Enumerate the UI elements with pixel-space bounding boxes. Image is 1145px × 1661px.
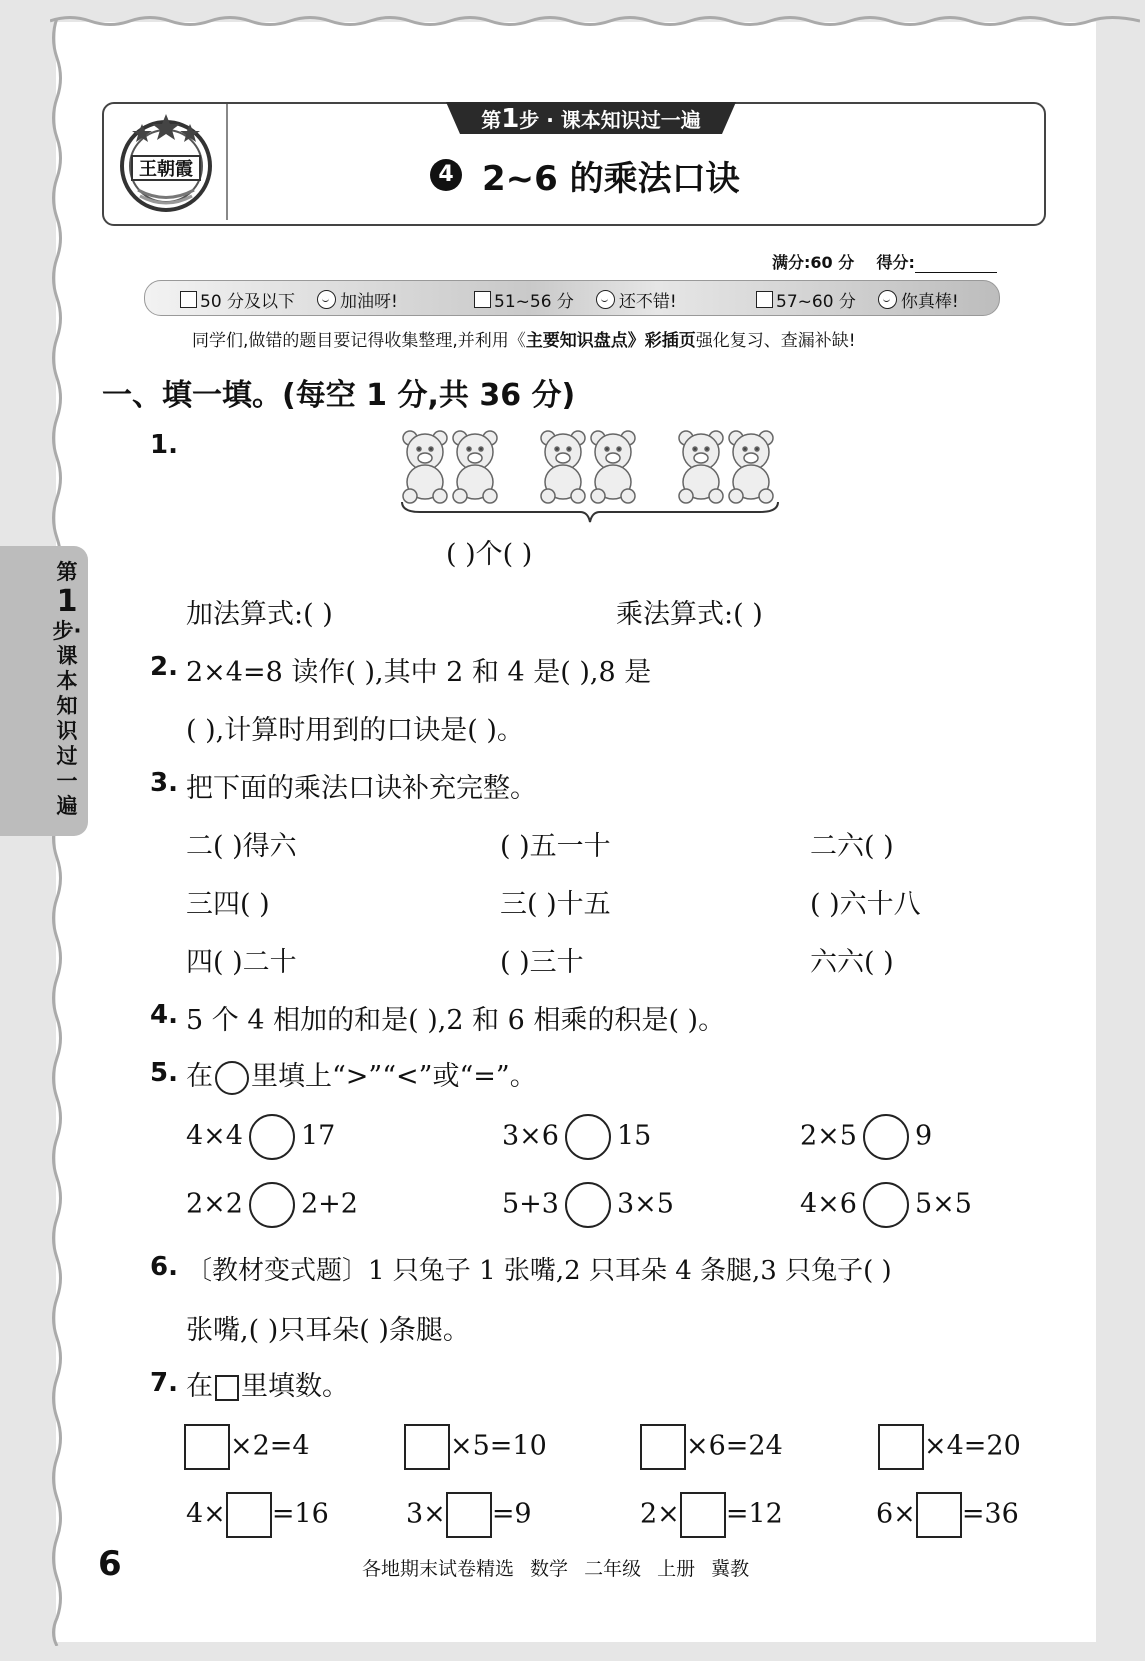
footer-text: 各地期末试卷精选 数学 二年级 上册 冀教 <box>362 1558 750 1580</box>
answer-box[interactable] <box>226 1492 272 1538</box>
q5-item <box>502 1114 651 1160</box>
q3-item: 三四( ) <box>186 889 270 920</box>
compare-right: 15 <box>616 1120 652 1152</box>
answer-box[interactable] <box>446 1492 492 1538</box>
q7-item <box>186 1492 329 1538</box>
q7-t1: 在 <box>186 1371 213 1402</box>
compare-right: 9 <box>914 1120 933 1152</box>
grade-comment: 加油呀! <box>340 292 398 312</box>
publisher-logo <box>118 110 214 216</box>
q6-line2: 张嘴,( )只耳朵( )条腿。 <box>186 1315 470 1346</box>
compare-left: 2×5 <box>800 1120 857 1152</box>
q7-pre: 3× <box>406 1498 446 1530</box>
compare-left: 4×6 <box>800 1188 857 1220</box>
full-score: 满分:60 分 <box>772 253 855 272</box>
q4-text: 5 个 4 相加的和是( ),2 和 6 相乘的积是( )。 <box>186 1005 726 1036</box>
answer-box[interactable] <box>184 1424 230 1470</box>
score-line <box>772 250 997 273</box>
q2-number: 2. <box>150 652 178 682</box>
q3-item: ( )六十八 <box>810 889 921 920</box>
compare-left: 5+3 <box>502 1188 559 1220</box>
q5-instruction <box>186 1054 537 1095</box>
q6-line1: 〔教材变式题〕1 只兔子 1 张嘴,2 只耳朵 4 条腿,3 只兔子( ) <box>186 1256 892 1286</box>
q3-item: ( )五一十 <box>500 831 611 862</box>
grade-checkbox[interactable] <box>180 291 197 308</box>
q7-pre: 4× <box>186 1498 226 1530</box>
wavy-border-top <box>50 14 1140 28</box>
answer-box[interactable] <box>680 1492 726 1538</box>
side-tab-number: 1 <box>56 584 78 619</box>
q7-item <box>184 1424 310 1470</box>
grade-item-mid <box>474 287 677 312</box>
tip-post: 强化复习、查漏补缺! <box>695 331 856 351</box>
section-1-title: 一、填一填。(每空 1 分,共 36 分) <box>102 378 576 413</box>
face-icon <box>317 290 336 309</box>
compare-right: 2+2 <box>300 1188 358 1220</box>
q7-number: 7. <box>150 1368 178 1398</box>
compare-right: 5×5 <box>914 1188 972 1220</box>
q7-item <box>640 1492 783 1538</box>
answer-box[interactable] <box>916 1492 962 1538</box>
tip-pre: 同学们,做错的题目要记得收集整理,并利用《 <box>192 331 526 351</box>
q7-expr: ×5=10 <box>450 1430 547 1462</box>
q5-t2: 里填上“>”“<”或“=”。 <box>251 1061 537 1092</box>
grade-checkbox[interactable] <box>756 291 773 308</box>
q7-expr: ×6=24 <box>686 1430 783 1462</box>
chapter-number-badge: 4 <box>430 159 462 191</box>
q7-pre: 2× <box>640 1498 680 1530</box>
compare-right: 3×5 <box>616 1188 674 1220</box>
answer-box[interactable] <box>878 1424 924 1470</box>
step-tab <box>446 104 736 134</box>
page-number: 6 <box>98 1544 122 1584</box>
compare-left: 2×2 <box>186 1188 243 1220</box>
compare-circle[interactable] <box>863 1182 909 1228</box>
grade-range: 51~56 分 <box>494 292 574 312</box>
q1-count-line: ( )个( ) <box>446 539 533 570</box>
face-icon <box>596 290 615 309</box>
q3-item: 四( )二十 <box>186 947 297 978</box>
q2-line2: ( ),计算时用到的口诀是( )。 <box>186 715 524 746</box>
q5-item <box>502 1182 674 1228</box>
logo-text: 王朝霞 <box>139 159 193 180</box>
compare-left: 3×6 <box>502 1120 559 1152</box>
q1-addition: 加法算式:( ) <box>186 599 333 630</box>
q7-post: =16 <box>271 1498 329 1530</box>
q7-item <box>404 1424 547 1470</box>
step-tab-suffix: 步 · 课本知识过一遍 <box>519 108 701 132</box>
grade-range: 50 分及以下 <box>200 292 296 312</box>
q6-number: 6. <box>150 1252 178 1282</box>
q7-item <box>406 1492 532 1538</box>
q5-item <box>800 1182 972 1228</box>
score-blank[interactable] <box>915 258 997 273</box>
q1-number: 1. <box>150 430 178 460</box>
q3-title: 把下面的乘法口诀补充完整。 <box>186 773 537 804</box>
q7-expr: ×4=20 <box>924 1430 1021 1462</box>
grade-comment: 还不错! <box>618 292 677 312</box>
q7-item <box>878 1424 1021 1470</box>
answer-box[interactable] <box>640 1424 686 1470</box>
q5-number: 5. <box>150 1058 178 1088</box>
q7-item <box>876 1492 1019 1538</box>
q3-item: 二( )得六 <box>186 831 297 862</box>
q4-number: 4. <box>150 1000 178 1030</box>
grade-item-low <box>180 287 398 312</box>
side-tab-c: 步·课本知识过一遍 <box>52 619 82 818</box>
curly-brace <box>400 500 780 524</box>
q1-multiplication: 乘法算式:( ) <box>616 599 763 630</box>
circle-symbol-icon <box>215 1061 249 1095</box>
q5-item <box>800 1114 932 1160</box>
side-step-text <box>52 560 82 819</box>
step-tab-number: 1 <box>501 104 520 134</box>
square-symbol-icon <box>215 1375 239 1401</box>
q7-post: =36 <box>961 1498 1019 1530</box>
logo-separator <box>226 104 228 220</box>
q3-number: 3. <box>150 768 178 798</box>
q2-line1: 2×4=8 读作( ),其中 2 和 4 是( ),8 是 <box>186 657 652 688</box>
q7-item <box>640 1424 783 1470</box>
step-tab-prefix: 第 <box>481 108 502 132</box>
q7-expr: ×2=4 <box>230 1430 310 1462</box>
q5-t1: 在 <box>186 1061 213 1092</box>
compare-circle[interactable] <box>565 1182 611 1228</box>
q7-instruction <box>186 1364 349 1403</box>
q5-item <box>186 1182 358 1228</box>
compare-circle[interactable] <box>249 1114 295 1160</box>
grade-checkbox[interactable] <box>474 291 491 308</box>
compare-left: 4×4 <box>186 1120 243 1152</box>
tip-bold: 主要知识盘点》彩插页 <box>525 331 696 351</box>
compare-circle[interactable] <box>249 1182 295 1228</box>
side-tab-a: 第 <box>56 560 78 584</box>
answer-box[interactable] <box>404 1424 450 1470</box>
q5-item <box>186 1114 335 1160</box>
q3-item: 六六( ) <box>810 947 894 978</box>
compare-right: 17 <box>300 1120 336 1152</box>
q3-item: 二六( ) <box>810 831 894 862</box>
got-score-label: 得分: <box>876 253 915 272</box>
q7-post: =9 <box>491 1498 532 1530</box>
q7-pre: 6× <box>876 1498 916 1530</box>
chapter-title <box>430 150 740 200</box>
tip-text <box>192 326 856 351</box>
grade-comment: 你真棒! <box>900 292 959 312</box>
grade-item-high <box>756 287 959 312</box>
chapter-title-text: 2~6 的乘法口诀 <box>482 158 740 199</box>
q7-t2: 里填数。 <box>241 1371 349 1402</box>
q7-post: =12 <box>725 1498 783 1530</box>
compare-circle[interactable] <box>565 1114 611 1160</box>
compare-circle[interactable] <box>863 1114 909 1160</box>
q3-item: 三( )十五 <box>500 889 611 920</box>
q3-item: ( )三十 <box>500 947 584 978</box>
face-icon <box>878 290 897 309</box>
grade-range: 57~60 分 <box>776 292 856 312</box>
